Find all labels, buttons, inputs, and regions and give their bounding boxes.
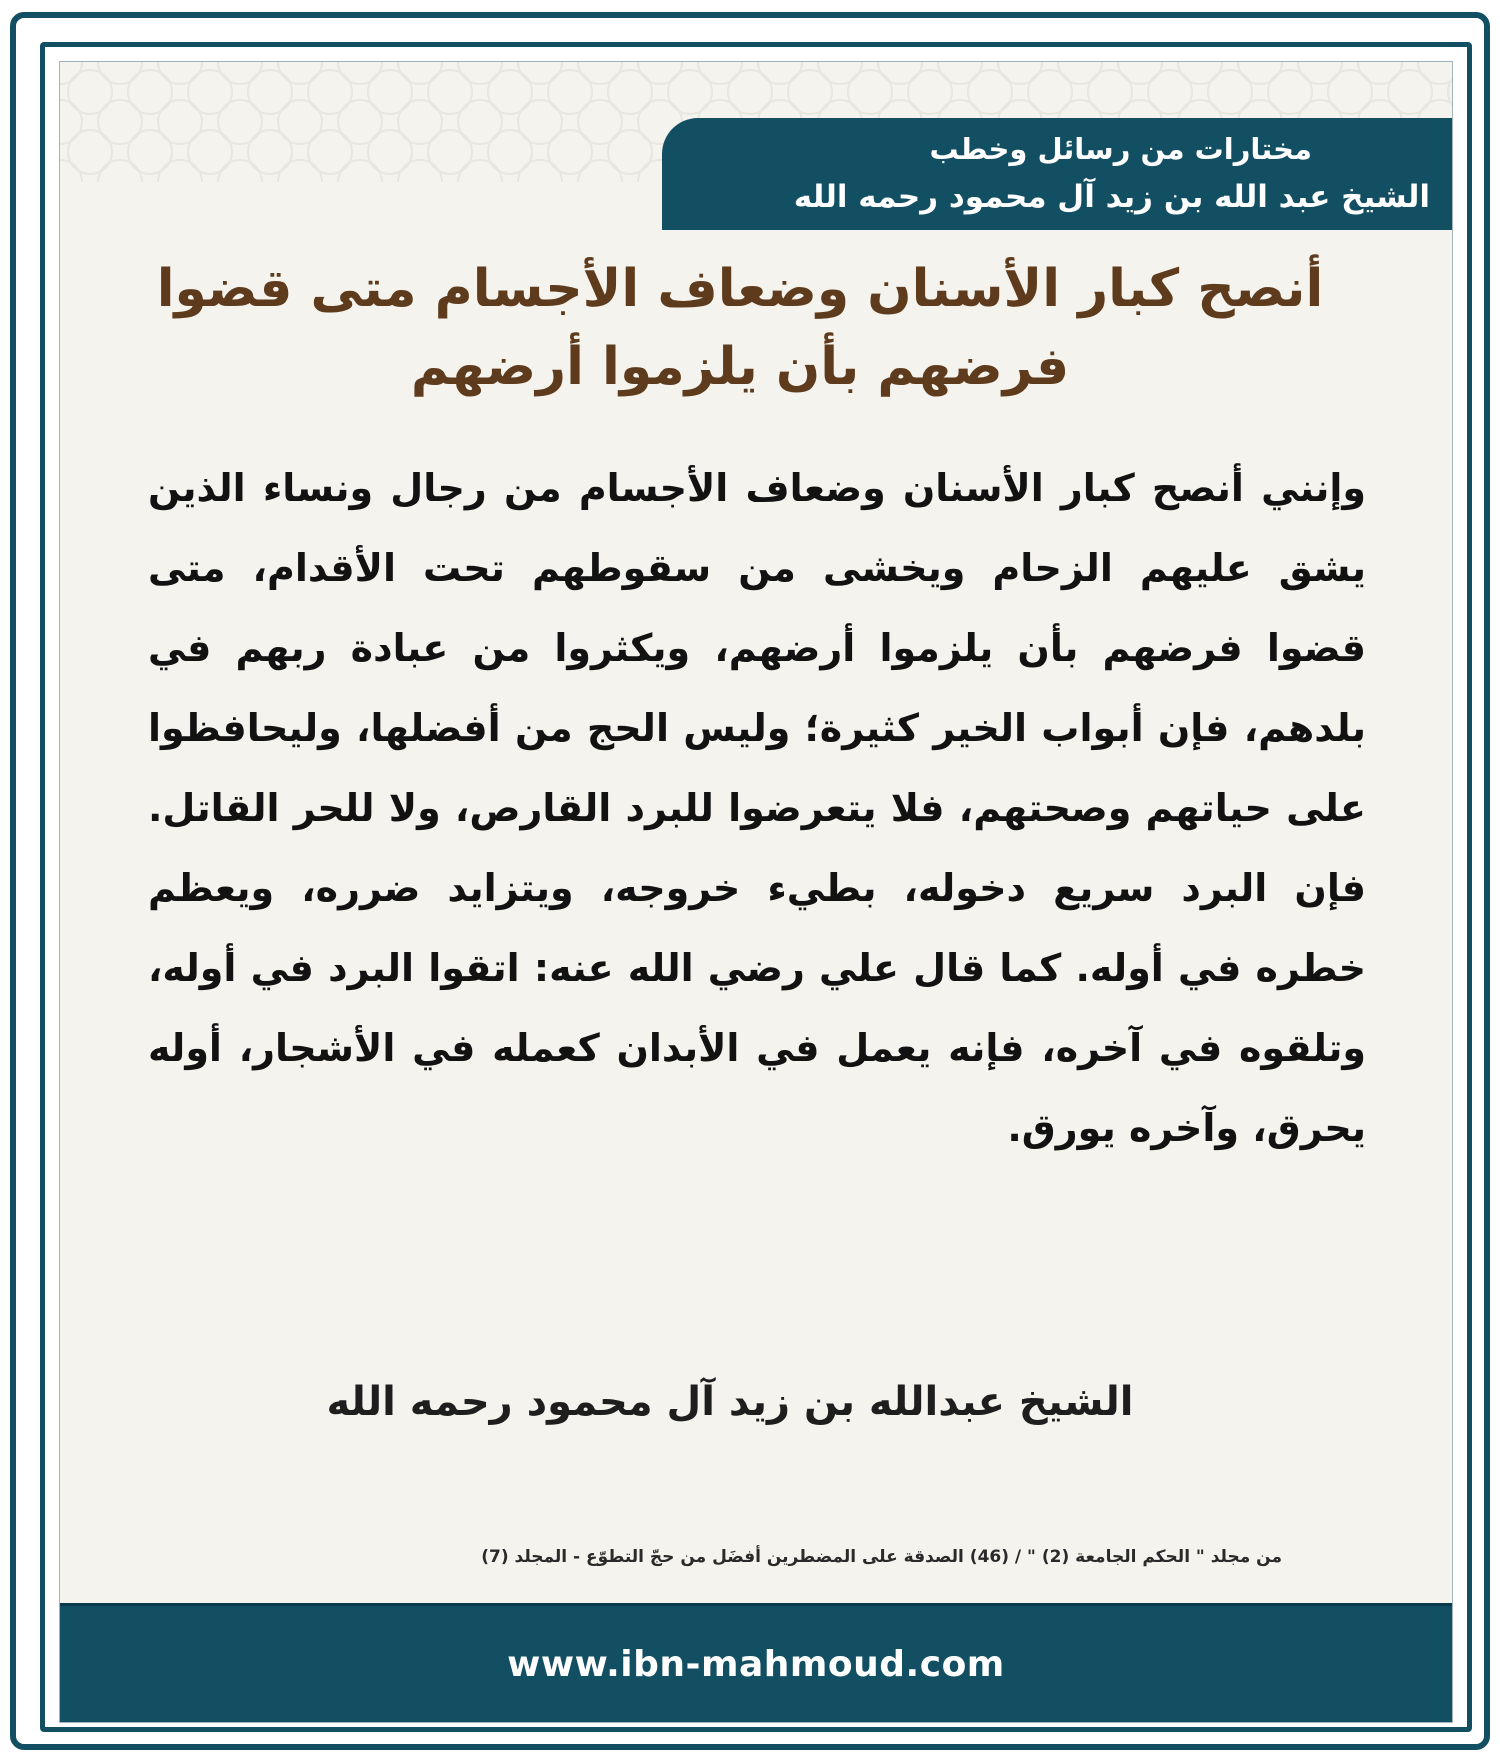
footer-bar	[60, 1603, 1452, 1722]
inner-frame	[40, 42, 1472, 1732]
header-subtitle: مختارات من رسائل وخطب	[929, 132, 1312, 166]
website-link[interactable]: www.ibn-mahmoud.com	[507, 1643, 1005, 1685]
body-text: وإنني أنصح كبار الأسنان وضعاف الأجسام من رجال ونساء الذين يشق عليهم الزحام ويخشى من سقوطهم تحت الأقدام، متى قضوا فرضهم بأن يلزموا أرضهم، ويكثروا من عبادة ربهم في بلدهم، فإن أبواب الخير كثيرة؛ وليس الحج من أفضلها، وليحافظوا على حياتهم وصحتهم، فلا يتعرضوا للبرد القارص، ولا للحر القاتل. فإن البرد سريع دخوله، بطيء خروجه، ويتزايد ضرره، ويعظم خطره في أوله. كما قال علي رضي الله عنه: اتقوا البرد في أوله، وتلقوه في آخره، فإنه يعمل في الأبدان كعمله في الأشجار، أوله يحرق، وآخره يورق.	[148, 466, 1366, 1150]
content-card	[59, 61, 1453, 1723]
page-title: أنصح كبار الأسنان وضعاف الأجسام متى قضوا فرضهم بأن يلزموا أرضهم	[156, 259, 1324, 397]
header-author: الشيخ عبد الله بن زيد آل محمود رحمه الله	[793, 179, 1430, 215]
author-signature: الشيخ عبدالله بن زيد آل محمود رحمه الله	[326, 1379, 1134, 1425]
header-banner	[662, 118, 1452, 230]
source-reference: من مجلد " الحكم الجامعة (2) " / (46) الصدقة على المضطرين أفضَل من حجّ التطوّع - المجلد (7)	[481, 1547, 1282, 1567]
outer-frame	[10, 12, 1490, 1750]
